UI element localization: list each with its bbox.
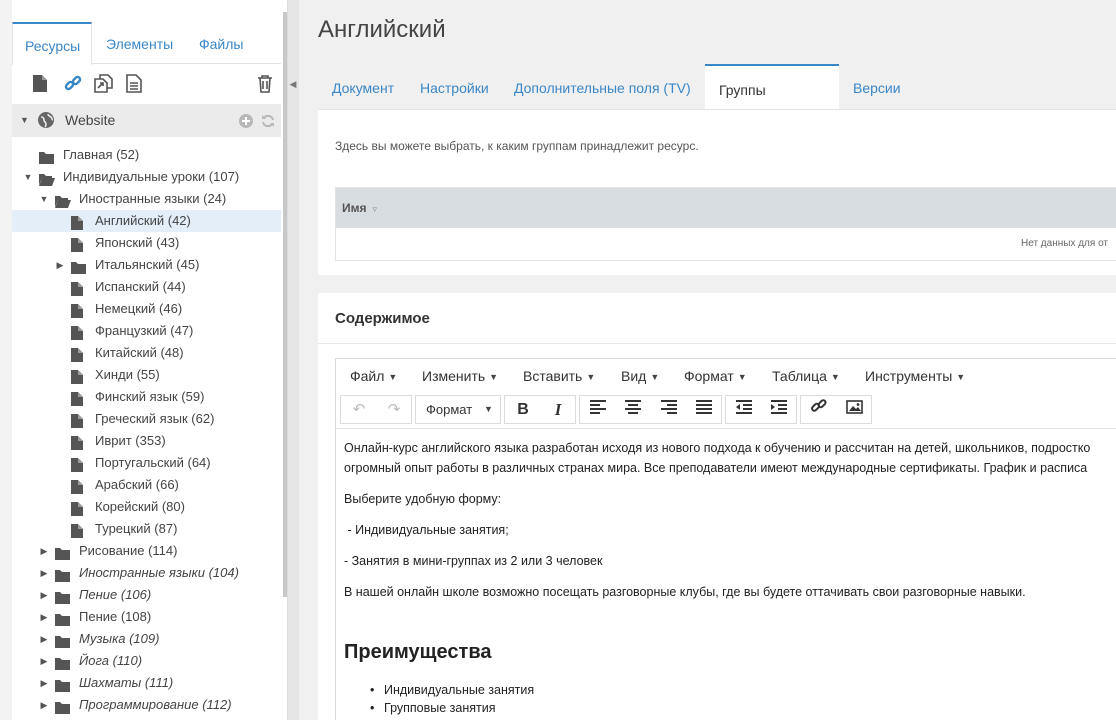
menu-edit[interactable] [422,359,498,393]
tree-node-label: Хинди (55) [95,367,160,382]
caret-down-icon: ▼ [484,404,493,414]
tree-node[interactable] [12,342,281,364]
grid-header [336,188,1116,228]
document-icon [71,479,85,492]
tab-resource-groups[interactable]: Группы [705,64,839,109]
document-icon [71,413,85,426]
caret-down-icon[interactable]: ▼ [39,194,49,204]
caret-down-icon[interactable]: ▼ [20,115,29,125]
folder-icon [39,149,53,162]
tree-node[interactable] [12,540,281,562]
document-icon [71,347,85,360]
weblink-icon[interactable] [64,74,82,94]
tree-node-label: Китайский (48) [95,345,184,360]
menu-file-label: Файл [350,368,385,384]
tree-node-label: Турецкий (87) [95,521,178,536]
caret-right-icon[interactable]: ▶ [40,546,48,556]
tree-node[interactable] [12,166,281,188]
trash-icon[interactable] [257,74,275,94]
italic-icon[interactable]: I [554,400,562,419]
tree-node[interactable] [12,408,281,430]
menu-tools-label: Инструменты [865,368,953,384]
caret-down-icon: ▼ [388,372,398,382]
column-name-label: Имя [342,201,367,215]
tree-node-label: Йога (110) [79,653,143,668]
menu-tools[interactable] [865,359,965,393]
tree-node-label: Иностранные языки (104) [79,565,239,580]
tree-node-label: Пение (108) [79,609,152,624]
folder-icon [55,655,69,668]
caret-down-icon: ▼ [737,372,747,382]
sort-icon[interactable]: ▿ [372,204,378,214]
tree-node[interactable] [12,144,281,166]
tree-node-label: Испанский (44) [95,279,186,294]
tree-node-label: Иврит (353) [95,433,166,448]
folder-icon [55,567,69,580]
tree-node[interactable] [12,606,281,628]
document-icon [71,215,85,228]
document-icon [71,369,85,382]
new-document-icon[interactable] [32,74,50,94]
editor-toolbar [336,393,1116,429]
menu-view[interactable] [621,359,659,393]
resource-groups-description: Здесь вы можете выбрать, к каким группам принадлежит ресурс. [335,139,699,153]
history-group [340,395,412,424]
content-title: Содержимое [335,310,430,327]
menu-file[interactable] [350,359,397,393]
folder-icon [55,589,69,602]
refresh-icon[interactable] [261,114,275,131]
editor-menubar [336,359,1116,393]
caret-down-icon: ▼ [956,372,966,382]
format-dropdown-label: Формат [426,402,473,417]
tree-node-label: Главная (52) [63,147,140,162]
menu-view-label: Вид [621,368,647,384]
document-icon [71,457,85,470]
menu-insert[interactable] [523,359,595,393]
document-icon [71,501,85,514]
align-center-icon[interactable] [615,396,651,423]
resource-groups-panel [318,109,1116,275]
folder-open-icon [55,193,69,206]
tab-resources[interactable]: Ресурсы [12,22,92,65]
menu-format[interactable] [684,359,747,393]
tree-node-label: Французкий (47) [95,323,194,338]
folder-icon [71,259,85,272]
caret-down-icon: ▼ [586,372,596,382]
tree-node[interactable] [12,474,281,496]
caret-down-icon[interactable]: ▼ [23,172,33,182]
content-paragraph: Выберите удобную форму: [344,492,502,506]
tree-node[interactable] [12,210,281,232]
content-paragraph: огромный опыт работы в различных странах мира. Все преподаватели имеют международные сертификаты. График и расписа [344,461,1088,475]
tree-node[interactable] [12,584,281,606]
folder-open-icon [39,171,53,184]
static-resource-icon[interactable] [126,74,144,94]
document-icon [71,281,85,294]
content-heading: Преимущества [344,641,492,663]
resource-tabs [318,64,1116,109]
tree-node[interactable] [12,452,281,474]
tree-node[interactable] [12,276,281,298]
tree-node-label: Шахматы (111) [79,675,174,690]
folder-icon [55,545,69,558]
tree-node-label: Финский язык (59) [95,389,205,404]
folder-icon [55,611,69,624]
tree-node[interactable] [12,694,281,716]
folder-icon [55,633,69,646]
caret-right-icon[interactable]: ▶ [40,590,48,600]
list-item: • Групповые занятия [384,701,496,715]
panel-edge [0,0,12,720]
tree-node[interactable] [12,430,281,452]
menu-edit-label: Изменить [422,368,486,384]
redo-icon[interactable]: ↷ [387,401,401,418]
format-dropdown[interactable] [415,395,501,424]
document-icon [71,237,85,250]
tree-node-label: Программирование (112) [79,697,232,712]
caret-down-icon: ▼ [489,372,499,382]
tree-node-label: Индивидуальные уроки (107) [63,169,240,184]
tree-node-label: Японский (43) [95,235,180,250]
outdent-icon[interactable] [726,396,762,423]
align-justify-icon[interactable] [686,396,722,423]
grid-empty-text: Нет данных для от [1021,238,1109,249]
content-panel [318,293,1116,720]
caret-right-icon[interactable]: ▶ [40,612,48,622]
collapse-left-icon[interactable]: ◀ [289,79,297,89]
link-icon[interactable] [801,396,837,423]
main-area [299,0,1116,720]
caret-right-icon[interactable]: ▶ [40,700,48,710]
tree-node[interactable] [12,298,281,320]
document-icon [71,435,85,448]
content-paragraph: - Занятия в мини-группах из 2 или 3 человек [344,554,603,568]
tab-versions[interactable]: Версии [853,80,901,96]
content-paragraph: Онлайн-курс английского языка разработан исходя из нового подхода к обучению и рассчитан на детей, школьников, подростко [344,441,1091,455]
tree-node[interactable] [12,518,281,540]
panel-splitter[interactable] [287,0,299,720]
tree-node[interactable] [12,672,281,694]
image-icon[interactable] [836,396,872,423]
divider [318,343,1116,344]
column-name-header[interactable] [342,201,377,215]
tab-elements[interactable]: Элементы [106,36,174,52]
left-tabs [12,22,281,64]
folder-icon [55,699,69,712]
caret-down-icon: ▼ [650,372,660,382]
tree-node[interactable] [12,650,281,672]
tree-node-label: Музыка (109) [79,631,160,646]
align-left-icon[interactable] [580,396,616,423]
tree-node-label: Итальянский (45) [95,257,200,272]
indent-icon[interactable] [761,396,797,423]
indent-group [725,395,797,424]
folder-icon [55,677,69,690]
list-item: • Индивидуальные занятия [384,683,534,697]
page-title: Английский [318,16,446,43]
website-label: Website [65,112,116,128]
document-icon [71,303,85,316]
insert-group [800,395,872,424]
resource-tree-panel [0,0,281,720]
tree-node[interactable] [12,386,281,408]
style-group [504,395,576,424]
tree-toolbar [12,64,281,104]
tree-node[interactable] [12,232,281,254]
tree-node-label: Арабский (66) [95,477,179,492]
tree-node-label: Греческий язык (62) [95,411,215,426]
menu-table-label: Таблица [772,368,827,384]
tab-files[interactable]: Файлы [199,36,244,52]
tree-node-label: Английский (42) [95,213,191,228]
website-context-row[interactable] [12,104,281,137]
rich-text-editor [335,358,1116,720]
tree-node[interactable] [12,364,281,386]
tree-node-label: Пение (106) [79,587,152,602]
caret-right-icon[interactable]: ▶ [40,634,48,644]
align-group [579,395,722,424]
tab-settings[interactable]: Настройки [420,80,489,96]
tab-tv[interactable]: Дополнительные поля (TV) [514,80,691,96]
tree-node[interactable] [12,188,281,210]
add-circle-icon[interactable] [239,114,253,131]
editor-body[interactable] [336,429,1116,720]
caret-right-icon[interactable]: ▶ [40,568,48,578]
tree-node[interactable] [12,628,281,650]
tree-node-label: Иностранные языки (24) [79,191,227,206]
document-icon [71,391,85,404]
content-paragraph: - Индивидуальные занятия; [344,523,509,537]
menu-format-label: Формат [684,368,734,384]
tree-node-label: Немецкий (46) [95,301,183,316]
tree-node-label: Корейский (80) [95,499,185,514]
caret-right-icon[interactable]: ▶ [40,678,48,688]
document-icon [71,325,85,338]
resource-groups-grid [335,187,1116,261]
tree-node-label: Португальский (64) [95,455,211,470]
content-paragraph: В нашей онлайн школе возможно посещать разговорные клубы, где вы будете оттачивать свои разговорные навыки. [344,585,1026,599]
undo-icon[interactable]: ↶ [352,401,366,418]
tree-node[interactable] [12,496,281,518]
document-icon [71,523,85,536]
tree-node[interactable] [12,320,281,342]
caret-down-icon: ▼ [830,372,840,382]
globe-icon [37,111,55,132]
align-right-icon[interactable] [651,396,687,423]
tree-node[interactable] [12,562,281,584]
tree-node[interactable] [12,254,281,276]
menu-table[interactable] [772,359,840,393]
symlink-icon[interactable] [94,74,112,94]
tab-document[interactable]: Документ [332,80,395,96]
caret-right-icon[interactable]: ▶ [40,656,48,666]
bold-icon[interactable]: B [517,401,529,418]
tree-node-label: Рисование (114) [79,543,178,558]
menu-insert-label: Вставить [523,368,583,384]
caret-right-icon[interactable]: ▶ [56,260,64,270]
